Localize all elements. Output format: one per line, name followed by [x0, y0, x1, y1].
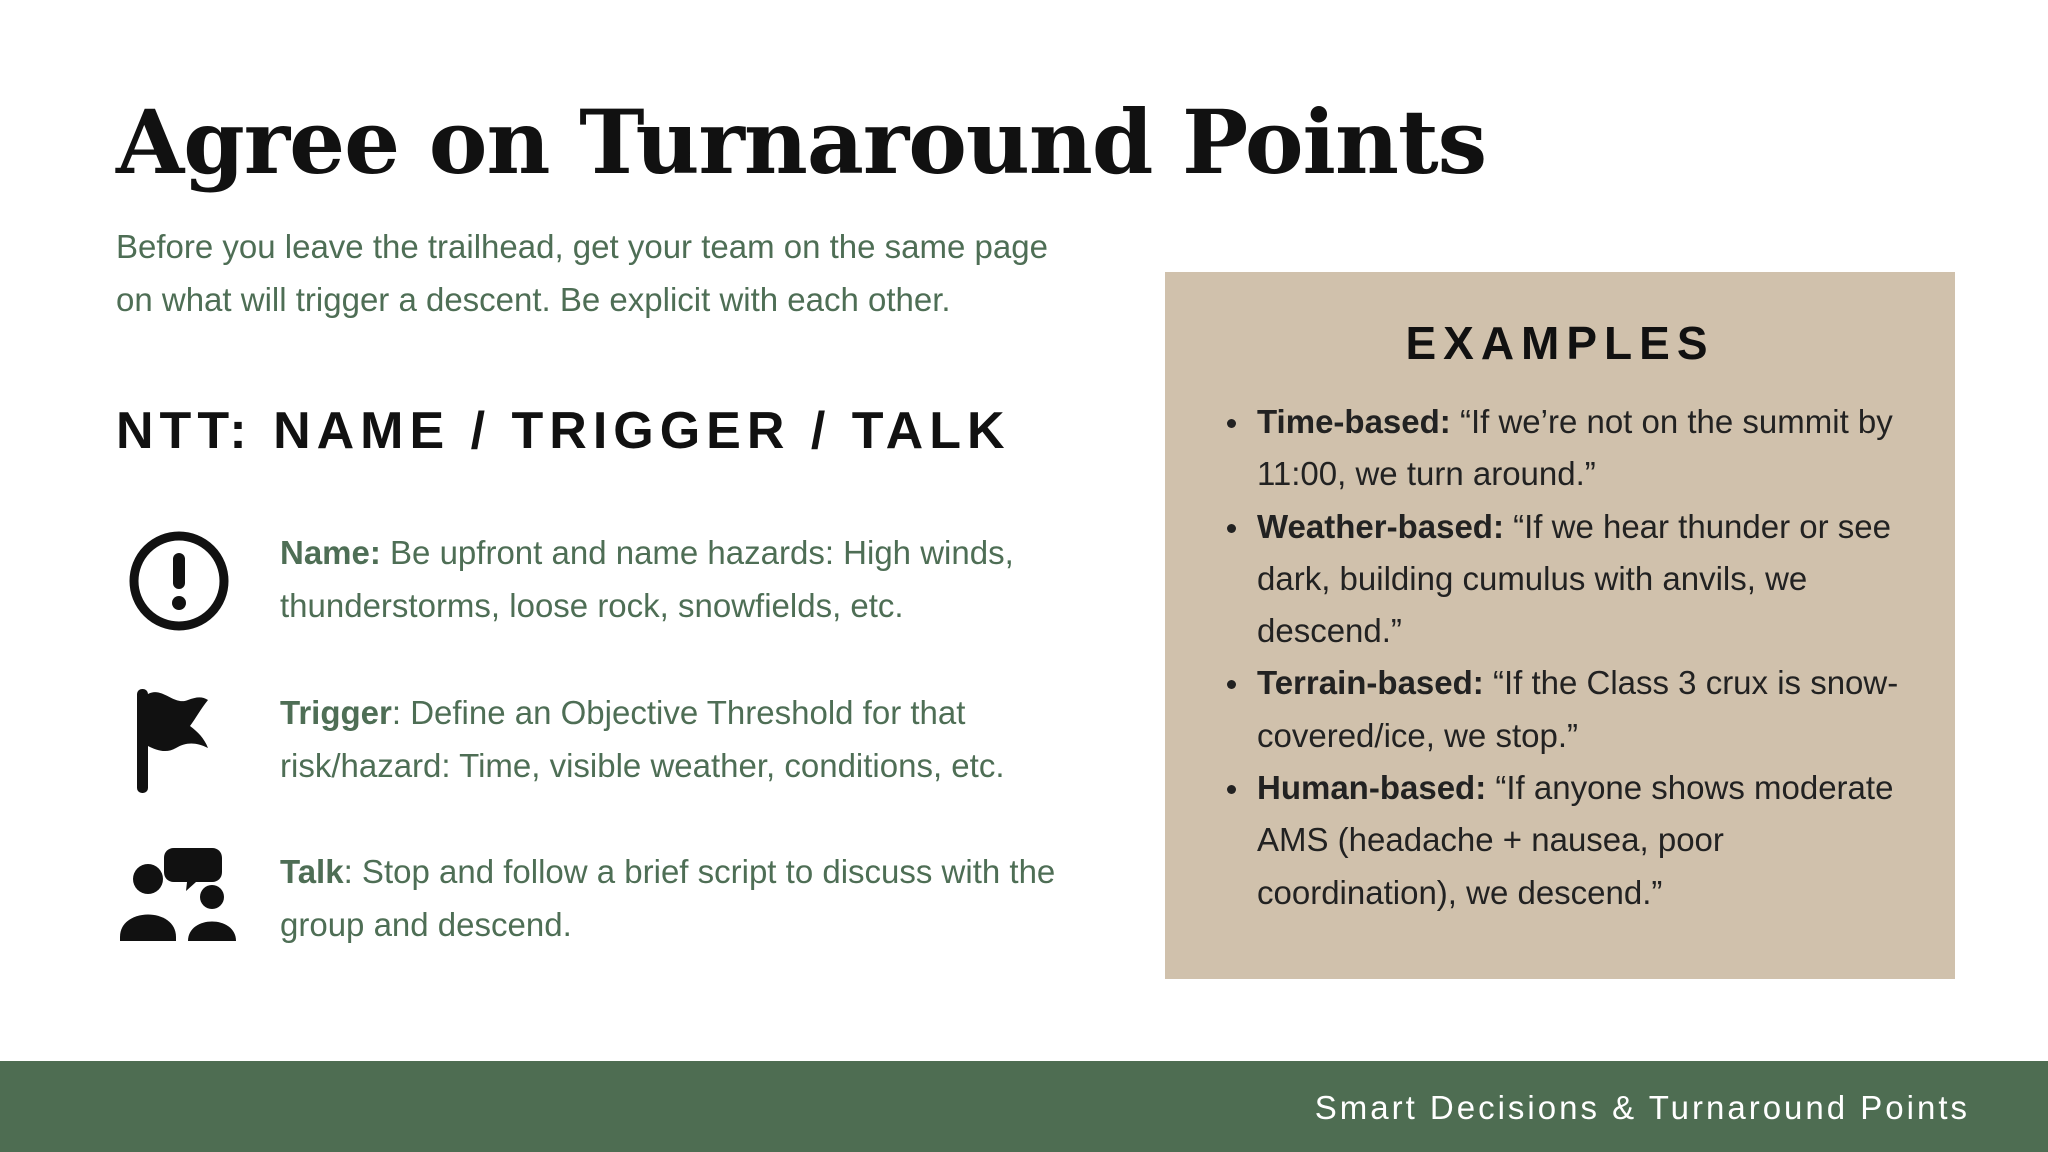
example-label: Time-based:: [1257, 403, 1451, 440]
example-line: “If we hear thunder or see: [1503, 507, 1891, 545]
list-item: [1257, 762, 1925, 919]
example-line: covered/ice, we stop.”: [1257, 716, 1578, 754]
page-title: Agree on Turnaround Points: [116, 90, 1487, 194]
ntt-talk-line-2: group and descend.: [280, 906, 572, 943]
ntt-name-line-1: Be upfront and name hazards: High winds,: [380, 534, 1014, 571]
list-item: [1257, 657, 1925, 762]
ntt-name-text: [280, 526, 1120, 632]
ntt-trigger-line-1: : Define an Objective Threshold for that: [391, 694, 966, 731]
example-line: 11:00, we turn around.”: [1257, 455, 1596, 493]
example-label: Terrain-based:: [1257, 664, 1484, 702]
example-line: AMS (headache + nausea, poor: [1257, 821, 1724, 859]
flag-icon: [116, 686, 240, 810]
example-line: descend.”: [1257, 612, 1402, 650]
intro-line-2: on what will trigger a descent. Be explicit with each other.: [116, 281, 951, 318]
examples-panel: [1165, 272, 1955, 979]
footer-text: Smart Decisions & Turnaround Points: [1314, 1089, 1970, 1126]
ntt-trigger-text: [280, 686, 1120, 792]
ntt-heading: NTT: NAME / TRIGGER / TALK: [116, 402, 1011, 460]
list-item: [1257, 396, 1925, 501]
intro-text: [116, 220, 1116, 326]
example-line: “If anyone shows moderate: [1486, 769, 1894, 807]
ntt-talk-text: [280, 845, 1120, 951]
example-line: “If we’re not on the summit by: [1450, 403, 1893, 440]
intro-line-1: Before you leave the trailhead, get your team on the same page: [116, 228, 1048, 265]
examples-list: [1257, 396, 1925, 919]
example-line: coordination), we descend.”: [1257, 873, 1663, 911]
ntt-trigger-line-2: risk/hazard: Time, visible weather, conditions, etc.: [280, 747, 1005, 784]
ntt-talk-label: Talk: [280, 853, 344, 890]
example-line: “If the Class 3 crux is snow-: [1483, 664, 1899, 702]
example-label: Weather-based:: [1257, 507, 1504, 545]
example-label: Human-based:: [1257, 769, 1487, 807]
ntt-talk-line-1: : Stop and follow a brief script to discuss with the: [343, 853, 1056, 890]
footer-bar: [0, 1061, 2048, 1152]
exclamation-circle-icon: [116, 526, 240, 650]
ntt-name-line-2: thunderstorms, loose rock, snowfields, etc.: [280, 587, 904, 624]
examples-heading: EXAMPLES: [1405, 317, 1715, 369]
ntt-name-label: Name:: [280, 534, 381, 571]
ntt-trigger-label: Trigger: [280, 694, 392, 731]
group-chat-icon: [116, 845, 240, 969]
list-item: [1257, 501, 1925, 658]
example-line: dark, building cumulus with anvils, we: [1257, 559, 1808, 597]
